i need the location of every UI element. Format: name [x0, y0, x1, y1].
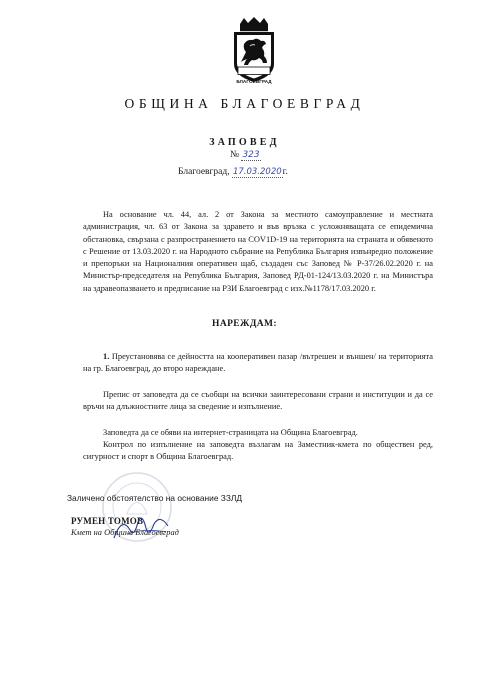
decree-heading: НАРЕЖДАМ:: [212, 319, 277, 329]
municipality-name: ОБЩИНА БЛАГОЕВГРАД: [124, 96, 365, 111]
decree-item-1: [83, 351, 433, 376]
order-place: Благоевград,: [178, 167, 230, 177]
notification-paragraph: Препис от заповедта да се съобщи на всички заинтересовани страни и институции и да се връчи на длъжностните лица за сведение и изпълнение.: [83, 390, 433, 412]
emblem-label: БЛАГОЕВГРАД: [236, 79, 272, 84]
number-prefix: №: [230, 150, 240, 160]
order-date-line: [178, 167, 288, 177]
order-title: ЗАПОВЕД: [209, 137, 280, 148]
signer-title: Кмет на Община Благоевград: [71, 528, 179, 537]
order-number-line: [230, 150, 261, 160]
lion-shield-icon: [226, 16, 282, 88]
date-suffix: г.: [282, 167, 288, 177]
coat-of-arms-emblem: [226, 16, 282, 88]
legal-basis-paragraph: На основание чл. 44, ал. 2 от Закона за местното самоуправление и местната администрация, чл. 63 от Закона за здравето и във връзка с усложняващата се епидемична обстановка, свързана с разпространението на COV1D-19 на територията на страната и обявеното с Решение от 13.03.2020 г. на Народното събрание на Република България извънредно положение и препоръки на Националния оперативен щаб, създаден със Заповед № Р-37/26.02.2020 г. на Министър-председателя на Република България, Заповед РД-01-124/13.03.2020 г. на Министъра на здравеопазването и предписание на РЗИ Благоевград с изх.№1178/17.03.2020 г.: [83, 210, 433, 293]
redaction-note: Заличено обстоятелство на основание ЗЗЛД: [67, 493, 242, 503]
order-date: 17.03.2020: [232, 167, 282, 177]
control-paragraph: Контрол по изпълнение на заповедта възлагам на Заместник-кмета по обществен ред, сигурност и спорт в Община Благоевград.: [83, 440, 433, 462]
item-text: Преустановява се дейността на кооперативен пазар /вътрешен и външен/ на територията на гр. Благоевград, до второ нареждане.: [83, 352, 433, 374]
publication-paragraph: Заповедта да се обяви на интернет-страницата на Община Благоевград.: [103, 428, 358, 437]
item-number: 1.: [103, 352, 110, 361]
order-number: 323: [242, 150, 260, 160]
signer-name: РУМЕН ТОМОВ: [71, 516, 144, 526]
signature-icon: [108, 508, 178, 548]
